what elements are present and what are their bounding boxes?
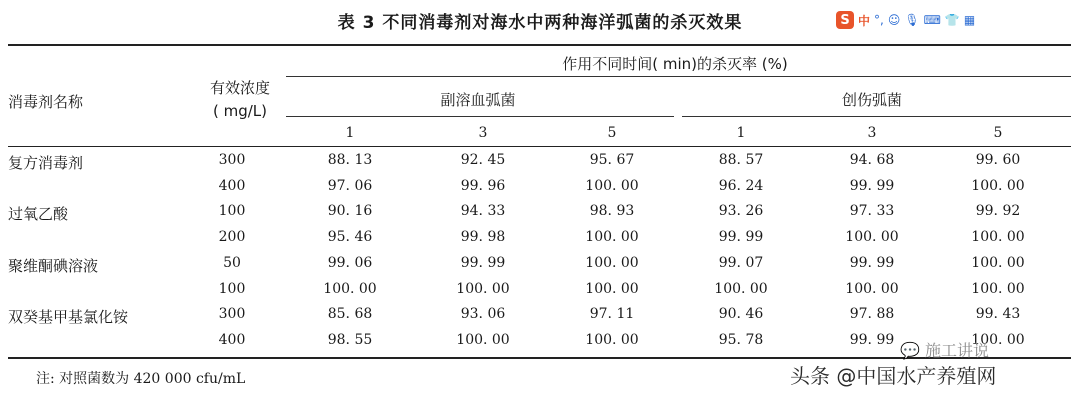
- group-header: 作用不同时间( min)的杀灭率 (%): [562, 55, 788, 73]
- time-header: 3: [867, 125, 877, 141]
- table-cell: 99. 07: [718, 254, 764, 271]
- table-title: 表 3 不同消毒剂对海水中两种海洋弧菌的杀灭效果: [337, 13, 743, 33]
- table-cell: 100. 00: [585, 254, 639, 271]
- row-name: 聚维酮碘溶液: [8, 256, 99, 275]
- bacteria-underline-2: [682, 116, 1071, 117]
- row-conc: 400: [218, 331, 246, 348]
- sogou-logo-icon[interactable]: S: [836, 11, 854, 29]
- table-cell: 100. 00: [585, 177, 639, 194]
- table-cell: 95. 46: [327, 229, 373, 246]
- table-cell: 100. 00: [456, 280, 510, 297]
- row-conc: 400: [218, 177, 246, 194]
- table-cell: 100. 00: [971, 254, 1025, 271]
- table-cell: 93. 06: [460, 306, 506, 323]
- header-bottom-rule: [8, 146, 1071, 147]
- bacteria-underline-1: [286, 116, 674, 117]
- wechat-watermark: [900, 338, 989, 361]
- punctuation-toggle[interactable]: °,: [874, 13, 884, 27]
- table-cell: 100. 00: [456, 331, 510, 348]
- table-cell: 94. 33: [460, 203, 506, 220]
- grid-icon[interactable]: ▦: [963, 13, 976, 27]
- time-header: 1: [345, 125, 355, 141]
- microphone-icon[interactable]: 🎙: [904, 13, 920, 27]
- table-cell: 95. 67: [589, 152, 635, 168]
- top-rule: [8, 44, 1071, 46]
- table-cell: 99. 99: [849, 177, 895, 194]
- table-cell: 99. 99: [849, 331, 895, 348]
- table-cell: 100. 00: [714, 280, 768, 297]
- table-cell: 100. 00: [585, 331, 639, 348]
- table-cell: 100. 00: [971, 229, 1025, 246]
- row-name: 双癸基甲基氯化铵: [8, 308, 129, 327]
- table-cell: 100. 00: [845, 280, 899, 297]
- col-header-conc-unit: ( mg/L): [212, 102, 268, 120]
- time-header: 5: [607, 125, 617, 141]
- table-cell: 94. 68: [849, 152, 895, 168]
- row-conc: 100: [218, 203, 246, 220]
- ime-toolbar[interactable]: [836, 9, 975, 31]
- keyboard-icon[interactable]: ⌨: [923, 13, 941, 27]
- table-cell: 99. 60: [975, 152, 1021, 168]
- time-header: 1: [736, 125, 746, 141]
- col-header-name: 消毒剂名称: [8, 93, 84, 111]
- table-cell: 100. 00: [971, 331, 1025, 348]
- table-cell: 96. 24: [718, 177, 764, 194]
- table-cell: 99. 06: [327, 254, 373, 271]
- table-cell: 99. 98: [460, 229, 506, 246]
- table-cell: 97. 06: [327, 177, 373, 194]
- table-cell: 100. 00: [323, 280, 377, 297]
- row-name: 过氧乙酸: [8, 205, 69, 224]
- table-cell: 95. 78: [718, 331, 764, 348]
- col-header-conc: 有效浓度: [209, 79, 271, 97]
- table-cell: 90. 46: [718, 306, 764, 323]
- table-cell: 97. 33: [849, 203, 895, 220]
- table-cell: 99. 99: [849, 254, 895, 271]
- table-cell: 98. 93: [589, 203, 635, 220]
- row-conc: 300: [218, 306, 246, 323]
- table-cell: 100. 00: [585, 280, 639, 297]
- row-conc: 200: [218, 229, 246, 246]
- table-cell: 97. 11: [589, 306, 635, 323]
- row-conc: 300: [218, 152, 246, 168]
- table-cell: 100. 00: [971, 280, 1025, 297]
- row-conc: 100: [218, 280, 246, 297]
- wechat-icon: 💬: [900, 341, 920, 360]
- row-conc: 50: [223, 254, 241, 271]
- bacteria-header-2: 创伤弧菌: [841, 91, 903, 109]
- table-cell: 97. 88: [849, 306, 895, 323]
- table-cell: 100. 00: [585, 229, 639, 246]
- table-cell: 99. 96: [460, 177, 506, 194]
- toutiao-watermark: 头条 @中国水产养殖网: [790, 364, 997, 388]
- table-cell: 99. 99: [460, 254, 506, 271]
- time-header: 5: [993, 125, 1003, 141]
- table-cell: 88. 57: [718, 152, 764, 168]
- table-cell: 90. 16: [327, 203, 373, 220]
- table-cell: 100. 00: [845, 229, 899, 246]
- table-cell: 99. 43: [975, 306, 1021, 323]
- language-toggle[interactable]: 中: [858, 13, 871, 28]
- table-note: 注: 对照菌数为 420 000 cfu/mL: [36, 371, 246, 387]
- wechat-watermark-text: 施工讲说: [925, 341, 990, 360]
- table-cell: 100. 00: [971, 177, 1025, 194]
- table-cell: 85. 68: [327, 306, 373, 323]
- table-cell: 99. 99: [718, 229, 764, 246]
- group-header-underline: [286, 76, 1071, 77]
- smiley-icon[interactable]: ☺: [887, 13, 901, 27]
- row-name: 复方消毒剂: [8, 154, 84, 172]
- table-cell: 93. 26: [718, 203, 764, 220]
- table-cell: 92. 45: [460, 152, 506, 168]
- shirt-icon[interactable]: 👕: [944, 13, 960, 27]
- table-cell: 99. 92: [975, 203, 1021, 220]
- table-cell: 88. 13: [327, 152, 373, 168]
- bacteria-header-1: 副溶血弧菌: [440, 91, 516, 109]
- time-header: 3: [478, 125, 488, 141]
- table-cell: 98. 55: [327, 331, 373, 348]
